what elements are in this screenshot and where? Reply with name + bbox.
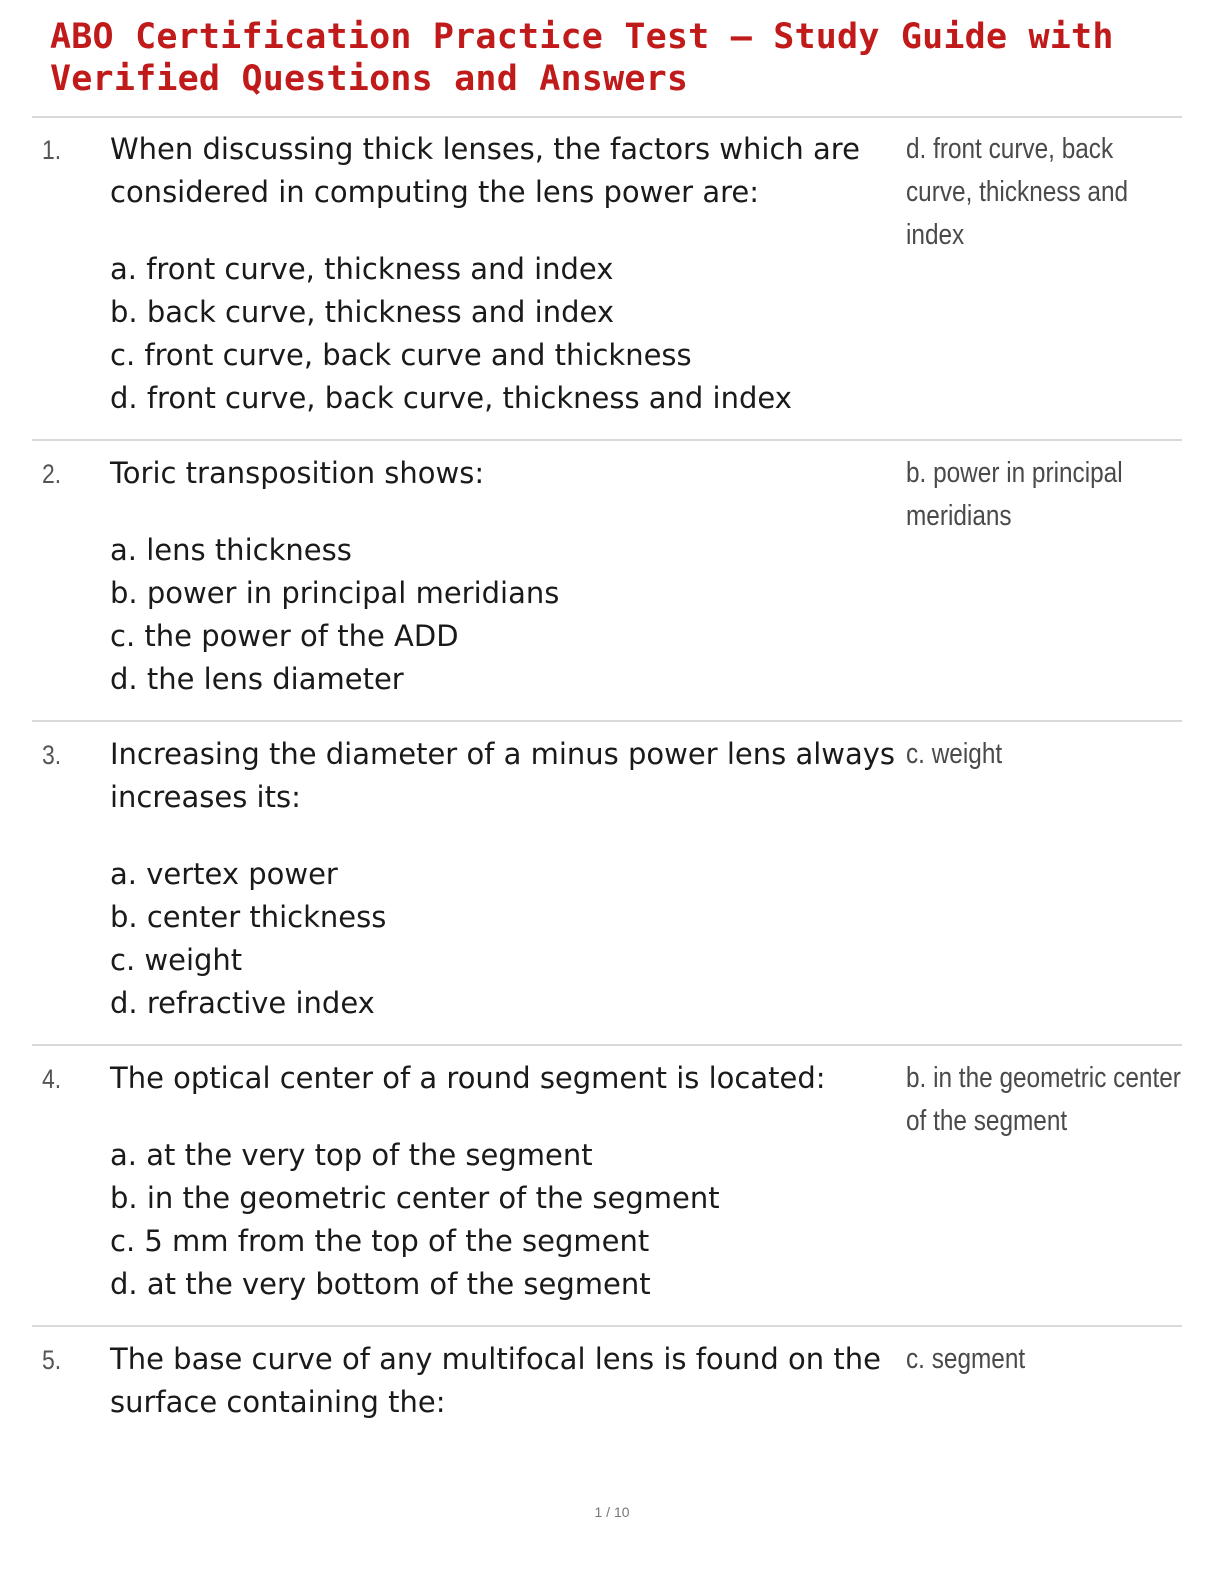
option-a: a. lens thickness — [110, 533, 352, 567]
answer-text — [906, 128, 1138, 257]
document-title: ABO Certification Practice Test – Study Guide with Verified Questions and Answers — [50, 17, 1114, 99]
option-a: a. vertex power — [110, 857, 338, 891]
question-body — [110, 1057, 910, 1306]
question-stem: Toric transposition shows: — [110, 456, 485, 490]
question-body — [110, 452, 910, 701]
divider — [32, 1325, 1182, 1327]
answer-value: b. in the geometric center of the segment — [906, 1062, 1181, 1137]
answer-text — [906, 733, 1138, 776]
option-d: d. refractive index — [110, 986, 375, 1020]
question-stem: The optical center of a round segment is located: — [110, 1061, 826, 1095]
divider — [32, 720, 1182, 722]
question-stem: Increasing the diameter of a minus power lens always increases its: — [110, 737, 896, 814]
divider — [32, 439, 1182, 441]
option-c: c. the power of the ADD — [110, 619, 459, 653]
option-c: c. 5 mm from the top of the segment — [110, 1224, 650, 1258]
question-body — [110, 128, 910, 420]
option-b: b. in the geometric center of the segment — [110, 1181, 720, 1215]
question-stem: When discussing thick lenses, the factors which are considered in computing the lens power are: — [110, 132, 860, 209]
answer-value: d. front curve, back curve, thickness and index — [906, 133, 1129, 251]
option-b: b. power in principal meridians — [110, 576, 560, 610]
page-indicator: 1 / 10 — [594, 1504, 630, 1520]
question-stem: The base curve of any multifocal lens is found on the surface containing the: — [110, 1342, 881, 1419]
divider — [32, 1044, 1182, 1046]
option-d: d. the lens diameter — [110, 662, 404, 696]
option-d: d. front curve, back curve, thickness and index — [110, 381, 792, 415]
answer-text — [906, 452, 1138, 538]
question-number: 5. — [42, 1345, 62, 1375]
answer-value: c. segment — [906, 1343, 1026, 1375]
option-c: c. weight — [110, 943, 243, 977]
answer-text — [906, 1338, 1138, 1381]
option-a: a. at the very top of the segment — [110, 1138, 593, 1172]
question-number: 3. — [42, 740, 62, 770]
divider — [32, 116, 1182, 118]
question-number: 1. — [42, 135, 62, 165]
answer-text — [906, 1057, 1181, 1143]
question-number: 2. — [42, 459, 62, 489]
question-body — [110, 733, 910, 1025]
option-c: c. front curve, back curve and thickness — [110, 338, 692, 372]
option-d: d. at the very bottom of the segment — [110, 1267, 651, 1301]
option-b: b. center thickness — [110, 900, 387, 934]
option-a: a. front curve, thickness and index — [110, 252, 614, 286]
answer-value: b. power in principal meridians — [906, 457, 1123, 532]
answer-value: c. weight — [906, 738, 1003, 770]
question-body — [110, 1338, 910, 1458]
option-b: b. back curve, thickness and index — [110, 295, 614, 329]
question-number: 4. — [42, 1064, 62, 1094]
